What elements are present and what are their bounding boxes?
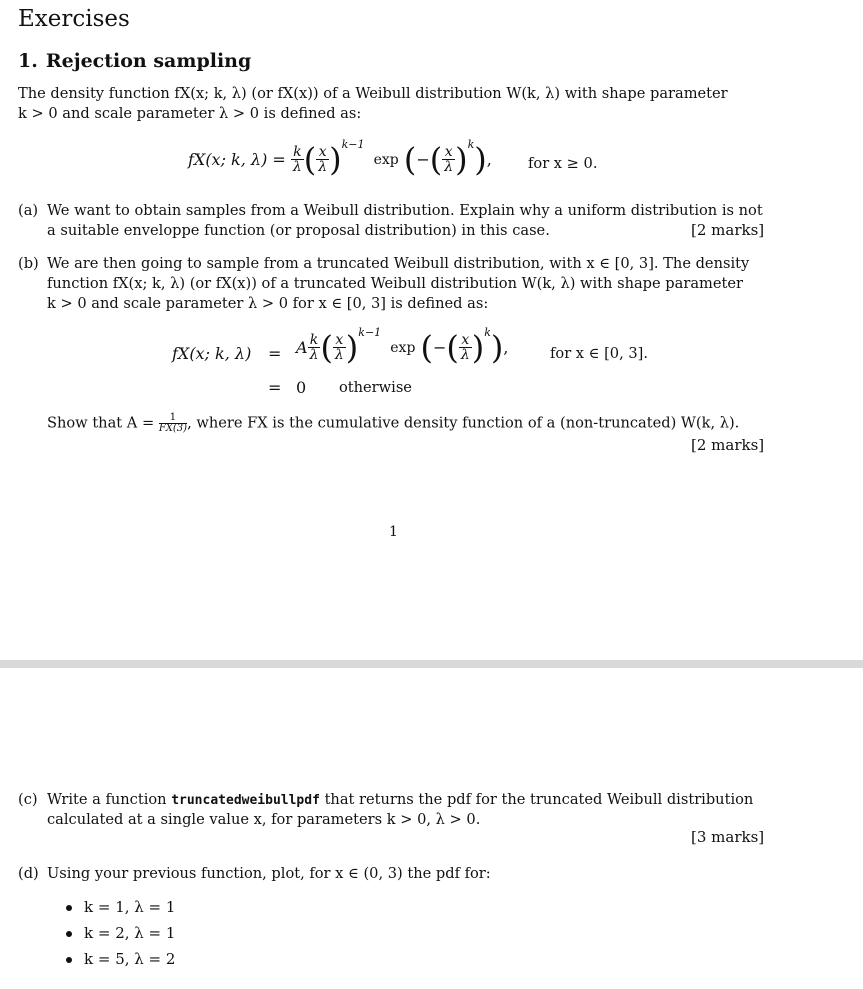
eq1-exp-open: ( (403, 140, 417, 179)
trunc-frac1-num: k (308, 333, 321, 348)
eq1-minus: − (416, 150, 430, 169)
list-item-text: k = 2, λ = 1 (84, 924, 176, 942)
section-number: 1. (18, 50, 38, 72)
part-c-marks: [3 marks] (691, 828, 765, 846)
eq1-inner-exponent: k (467, 138, 475, 151)
trunc-exponent: k−1 (358, 326, 382, 339)
eq1-frac-inner (442, 145, 455, 174)
show-suffix: , where FX is the cumulative density function of a (non-truncated) W(k, λ). (187, 414, 740, 432)
part-c-label: (c) (18, 791, 38, 808)
trunc-eq2-value: 0 (296, 378, 307, 397)
eq1-exponent: k−1 (341, 138, 365, 151)
part-b-line-3: k > 0 and scale parameter λ > 0 for x ∈ [0, 3] is defined as: (47, 295, 489, 312)
trunc-eq2-equals: = (268, 378, 282, 397)
eq1-exp-close: ) (474, 140, 487, 179)
eq1-exp-label: exp (373, 151, 399, 168)
eq1-frac2-num: x (316, 145, 329, 160)
section-title-text: Rejection sampling (45, 50, 252, 72)
document-page-2 (0, 668, 863, 989)
eq1-lhs: fX(x; k, λ) = (188, 150, 286, 169)
part-c-line-2: calculated at a single value x, for parameters k > 0, λ > 0. (47, 811, 481, 828)
part-c-suffix: that returns the pdf for the truncated Weibull distribution (324, 791, 754, 808)
part-a-line-1: We want to obtain samples from a Weibull distribution. Explain why a uniform distribution is not (47, 202, 763, 219)
eq1-condition: for x ≥ 0. (528, 155, 598, 172)
part-c-line-1 (47, 790, 753, 811)
bullet-icon (66, 931, 72, 937)
trunc-frac2-num: x (333, 333, 346, 348)
part-c-prefix: Write a function (47, 791, 167, 808)
trunc-inner-num: x (459, 333, 472, 348)
eq1-frac1-num: k (291, 145, 304, 160)
show-frac-den: FX(3) (158, 423, 188, 434)
trunc-close-paren: ) (345, 328, 359, 367)
intro-line-1: The density function fX(x; k, λ) (or fX(x)) of a Weibull distribution W(k, λ) with shape parameter (18, 85, 728, 102)
section-title (18, 50, 251, 72)
part-d-line-1: Using your previous function, plot, for x ∈ (0, 3) the pdf for: (47, 865, 491, 882)
trunc-inner-open: ( (446, 328, 459, 367)
eq1-inner-open: ( (429, 140, 443, 179)
trunc-exp-close: ) (490, 328, 504, 367)
trunc-exp-open: ( (420, 328, 433, 367)
list-item (66, 950, 175, 968)
trunc-exp-label: exp (390, 339, 416, 356)
trunc-frac1-den: λ (309, 347, 319, 363)
eq1-inner-den: λ (444, 159, 454, 175)
trunc-frac-x-lambda (333, 333, 346, 362)
trunc-eq2-condition: otherwise (339, 379, 412, 396)
bullet-icon (66, 957, 72, 963)
show-that-line (47, 413, 739, 434)
eq1-frac-x-lambda (316, 145, 329, 174)
part-b-line-2: function fX(x; k, λ) (or fX(x)) of a truncated Weibull distribution W(k, λ) with shape parameter (47, 275, 743, 292)
eq1-inner-close: ) (455, 140, 468, 179)
eq1-close-paren: ) (329, 140, 342, 179)
eq1-frac-k-lambda (291, 145, 304, 174)
page-number: 1 (389, 524, 398, 540)
trunc-eq-equals: = (268, 344, 282, 363)
trunc-inner-exponent: k (484, 326, 491, 339)
page-separator (0, 660, 863, 668)
bullet-icon (66, 905, 72, 911)
trunc-eq-rhs: A $\frac{k}{\lambda}$ ( $\frac{x}{\lambda}$ )$^{k-1}$ exp (−( $\frac{x}{\lambda}$ )$^k$), (296, 326, 509, 367)
part-b-marks: [2 marks] (691, 436, 765, 454)
part-d-label: (d) (18, 865, 39, 882)
show-fraction (159, 413, 187, 434)
trunc-eq-A: A (296, 338, 308, 357)
trunc-eq-condition: for x ∈ [0, 3]. (550, 345, 648, 362)
weibull-pdf-equation: fX(x; k, λ) = $\frac{k}{\lambda}$ ( $\frac{x}{\lambda}$ )$^{k-1}$ exp (−( $\frac{x}{\lambda}$ )$^k$), (188, 138, 492, 179)
part-a-line-2: a suitable enveloppe function (or proposal distribution) in this case. (47, 222, 550, 239)
eq1-frac1-den: λ (292, 159, 302, 175)
trunc-frac-k-lambda (308, 333, 321, 362)
list-item-text: k = 5, λ = 2 (84, 950, 176, 968)
list-item (66, 924, 175, 942)
eq1-frac2-den: λ (318, 159, 328, 175)
trunc-inner-close: ) (471, 328, 485, 367)
show-prefix: Show that A = (47, 414, 155, 432)
trunc-open-paren: ( (320, 328, 333, 367)
eq1-inner-num: x (442, 145, 455, 160)
trunc-frac2-den: λ (334, 347, 344, 363)
trunc-frac-inner (459, 333, 472, 362)
trunc-eq-lhs: fX(x; k, λ) (172, 344, 252, 363)
function-name: truncatedweibullpdf (171, 793, 320, 808)
list-item-text: k = 1, λ = 1 (84, 898, 176, 916)
show-frac-num: 1 (159, 413, 187, 424)
part-a-label: (a) (18, 202, 39, 219)
part-a-marks: [2 marks] (691, 221, 765, 239)
part-b-label: (b) (18, 255, 39, 272)
page-heading: Exercises (18, 6, 130, 32)
intro-line-2: k > 0 and scale parameter λ > 0 is defined as: (18, 105, 362, 122)
eq1-open-paren: ( (303, 140, 317, 179)
part-b-line-1: We are then going to sample from a truncated Weibull distribution, with x ∈ [0, 3]. The density (47, 255, 750, 272)
trunc-minus: − (433, 338, 447, 357)
trunc-inner-den: λ (460, 347, 470, 363)
list-item (66, 898, 175, 916)
